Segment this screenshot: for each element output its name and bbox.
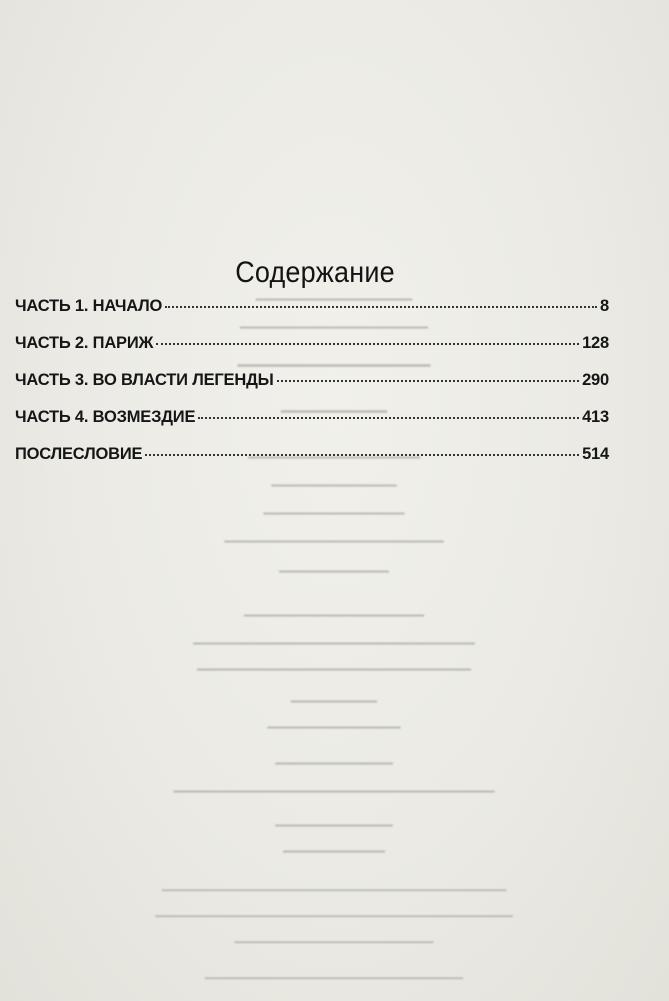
toc-list xyxy=(15,297,609,482)
toc-entry xyxy=(15,445,609,482)
toc-entry xyxy=(15,297,609,334)
toc-entry-page: 8 xyxy=(600,297,609,315)
toc-entry-label: ЧАСТЬ 3. ВО ВЛАСТИ ЛЕГЕНДЫ xyxy=(15,371,274,389)
toc-entry-page: 514 xyxy=(582,445,609,463)
show-through-imprint: ━━━━━━━━━━━━━━━━━━━━ ━━━━━━━━━━━━━━━━━━━━━━━━ ━━━━━━━━━━━━━━━━━━━━ ━━━━━━━━━━━ ━━━━━━━━━━━━━━━━━━━━━━ ━━━━━━━━━━━━━━━━ ━━━━━━━━━━━━━━━━━━ ━━━━━━━━━━━━━━━━━━━━━━━━━━━━ ━━━━━━━━━━━━━━ ━━━━━━━━━━━━━━━━━━━━━━━ ━━━━━━━━━━━━━━━━━━━━━━━━━━━━━━━━━━━━ ━━━━━━━━━━━━━━━━━━━━━━━━━━━━━━━━━━━ ━━━━━━━━━━━ ━━━━━━━━━━━━━━━━━ ━━━━━━━━━━━━━━━ ━━━━━━━━━━━━━━━━━━━━━━━━━━━━━━━━━━━━━━━━━ ━━━━━━━━━━━━━━━ ━━━━━━━━━━━━━ ━━━━━━━━━━━━━━━━━━━━━━━━━━━━━━━━━━━━━━━━━━━━━━━━━━━━ ━━━━━━━━━━━━━━━━━━━━━━━━━━━━━━━━━━━━━━━━━━━━━━━━━━━━━━ ━━━━━━━━━━━━━━━━━━━━━━━━━━━━━━ ━━━━━━━━━━━━━━━━━━━━━━━━━━━━━━━━━━━━━━━ xyxy=(155,292,513,985)
toc-entry-page: 290 xyxy=(582,371,609,389)
dot-leader xyxy=(145,454,579,456)
toc-entry-label: ЧАСТЬ 2. ПАРИЖ xyxy=(15,334,154,352)
toc-entry-label: ЧАСТЬ 1. НАЧАЛО xyxy=(15,297,163,315)
toc-entry xyxy=(15,408,609,445)
toc-entry xyxy=(15,371,609,408)
dot-leader xyxy=(277,380,579,382)
dot-leader xyxy=(165,306,597,308)
dot-leader xyxy=(156,343,579,345)
toc-entry-page: 413 xyxy=(582,408,609,426)
toc-title: Содержание xyxy=(235,256,395,290)
toc-entry-label: ПОСЛЕСЛОВИЕ xyxy=(15,445,143,463)
toc-entry-label: ЧАСТЬ 4. ВОЗМЕЗДИЕ xyxy=(15,408,196,426)
toc-entry-page: 128 xyxy=(582,334,609,352)
dot-leader xyxy=(198,417,579,419)
toc-entry xyxy=(15,334,609,371)
